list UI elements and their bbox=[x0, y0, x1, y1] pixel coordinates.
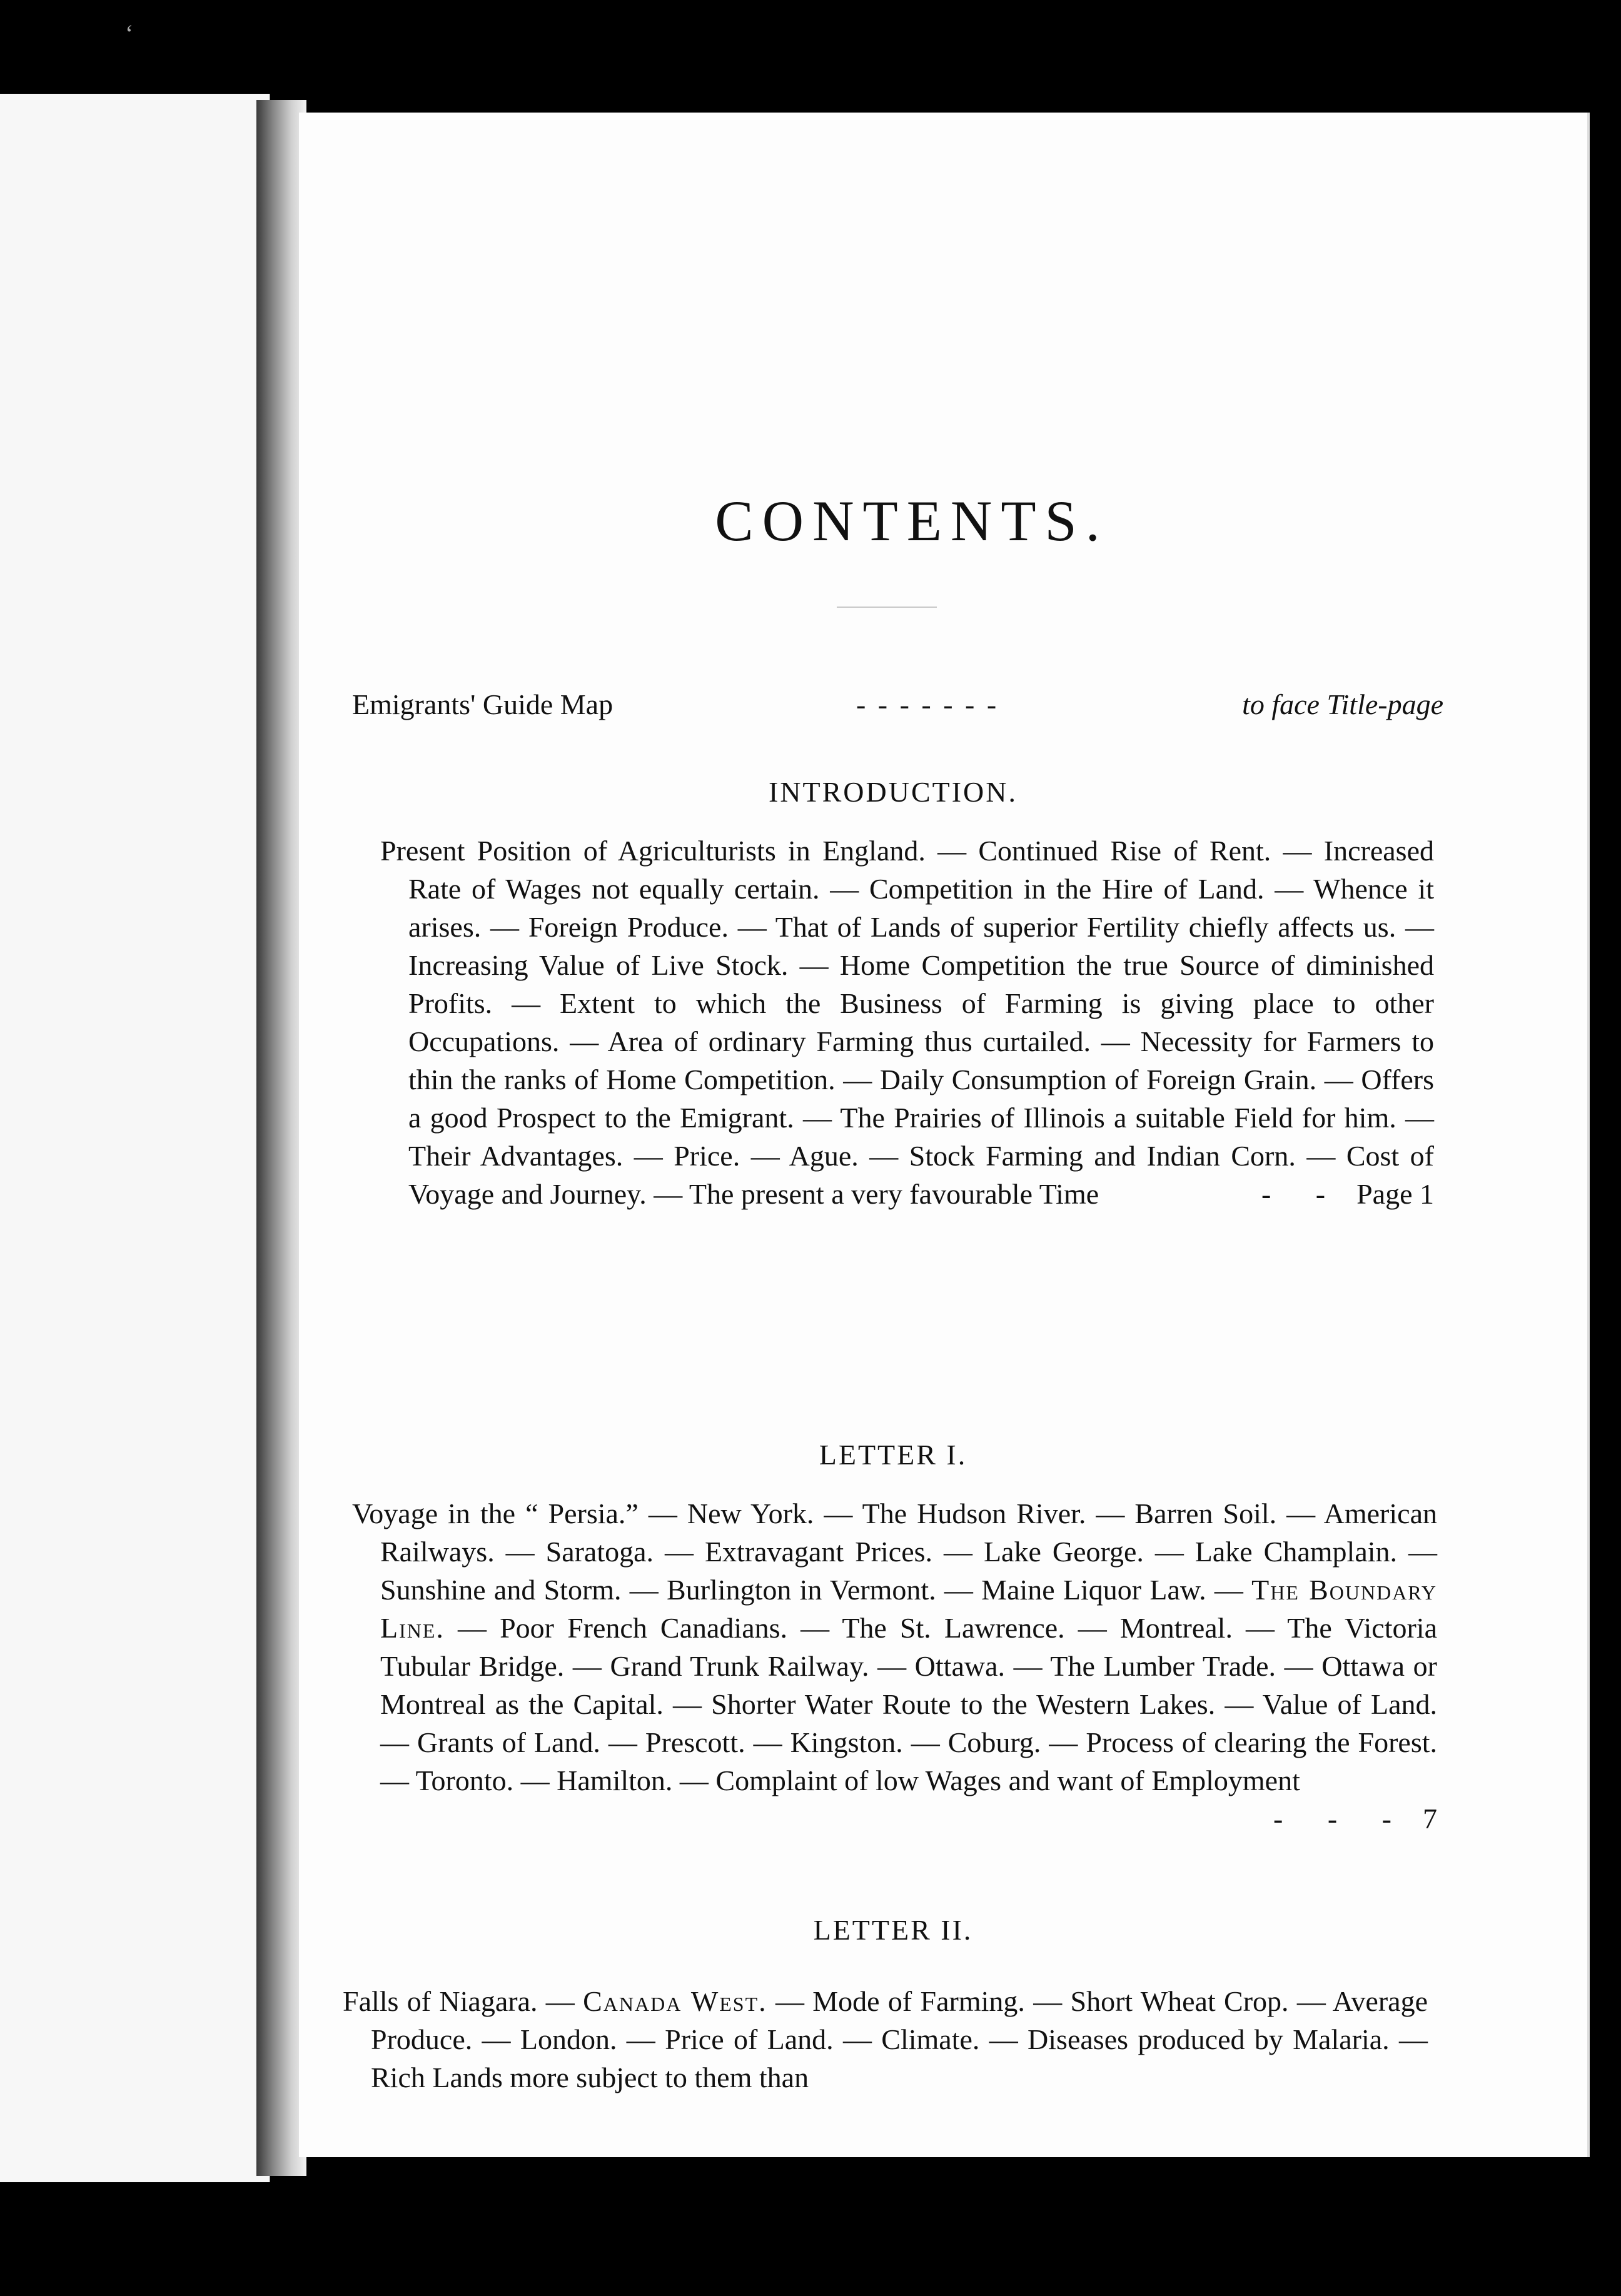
scan-speck: ‘ bbox=[125, 19, 134, 48]
contents-page bbox=[299, 113, 1590, 2157]
letter-1-text-before: Voyage in the “ Persia.” — New York. — The Hudson River. — Barren Soil. — American Railways. — Saratoga. — Extravagant Prices. — Lake George. — Lake Champlain. — Sunshine and Storm. — Burlington in Vermont. — Maine Liquor Law. — bbox=[352, 1498, 1437, 1606]
map-entry-leaders: - - - - - - - bbox=[856, 688, 999, 720]
introduction-entry bbox=[380, 832, 1434, 1213]
introduction-page-ref bbox=[1261, 1175, 1434, 1213]
letter-1-text-after: — Poor French Canadians. — The St. Lawrence. — Montreal. — The Victoria Tubular Bridge. — Grand Trunk Railway. — Ottawa. — The Lumber Trade. — Ottawa or Montreal as the Capital. — Shorter Water Route to the Western Lakes. — Value of Land. — Grants of Land. — Prescott. — Kingston. — Coburg. — Process of clearing the Forest. — Toronto. — Hamilton. — Complaint of low Wages and want of Employment bbox=[380, 1612, 1438, 1796]
title-rule bbox=[837, 607, 937, 608]
letter-2-entry bbox=[343, 1982, 1428, 2097]
section-heading-introduction: INTRODUCTION. bbox=[768, 776, 1018, 808]
map-entry-ref: to face Title-page bbox=[1242, 688, 1443, 720]
letter-2-text-before: Falls of Niagara. — bbox=[343, 1985, 575, 2017]
letter-1-entry bbox=[352, 1494, 1437, 1838]
letter-1-page-ref bbox=[1273, 1800, 1437, 1838]
introduction-page: Page 1 bbox=[1356, 1178, 1434, 1210]
left-page-edge bbox=[0, 94, 270, 2182]
section-heading-letter-2: LETTER II. bbox=[813, 1914, 973, 1946]
map-entry-label: Emigrants' Guide Map bbox=[352, 688, 614, 720]
letter-1-leaders: - - - bbox=[1273, 1803, 1410, 1835]
introduction-text: Present Position of Agriculturists in England. — Continued Rise of Rent. — Increased Rate of Wages not equally certain. — Competition in the Hire of Land. — Whence it arises. — Foreign Produce. — That of Lands of superior Fertility chiefly affects us. — Increasing Value of Live Stock. — Home Competition the true Source of diminished Profits. — Extent to which the Business of Farming is giving place to other Occupations. — Area of ordinary Farming thus curtailed. — Necessity for Farmers to thin the ranks of Home Competition. — Daily Consumption of Foreign Grain. — Offers a good Prospect to the Emigrant. — The Prairies of Illinois a suitable Field for him. — Their Advantages. — Price. — Ague. — Stock Farming and Indian Corn. — Cost of Voyage and Journey. — The present a very favourable Time bbox=[380, 835, 1434, 1210]
letter-1-page: 7 bbox=[1423, 1803, 1437, 1835]
page-title: CONTENTS. bbox=[715, 489, 1109, 553]
map-entry bbox=[352, 688, 1443, 721]
letter-1-small-caps: The Boundary Line. bbox=[380, 1574, 1438, 1644]
letter-2-text-after: — Mode of Farming. — Short Wheat Crop. — Average Produce. — London. — Price of Land. — Climate. — Diseases produced by Malaria. — Rich Lands more subject to them than bbox=[371, 1985, 1428, 2093]
letter-2-small-caps: Canada West. bbox=[583, 1985, 767, 2017]
section-heading-letter-1: LETTER I. bbox=[819, 1439, 967, 1471]
introduction-leaders: - - bbox=[1261, 1178, 1345, 1210]
